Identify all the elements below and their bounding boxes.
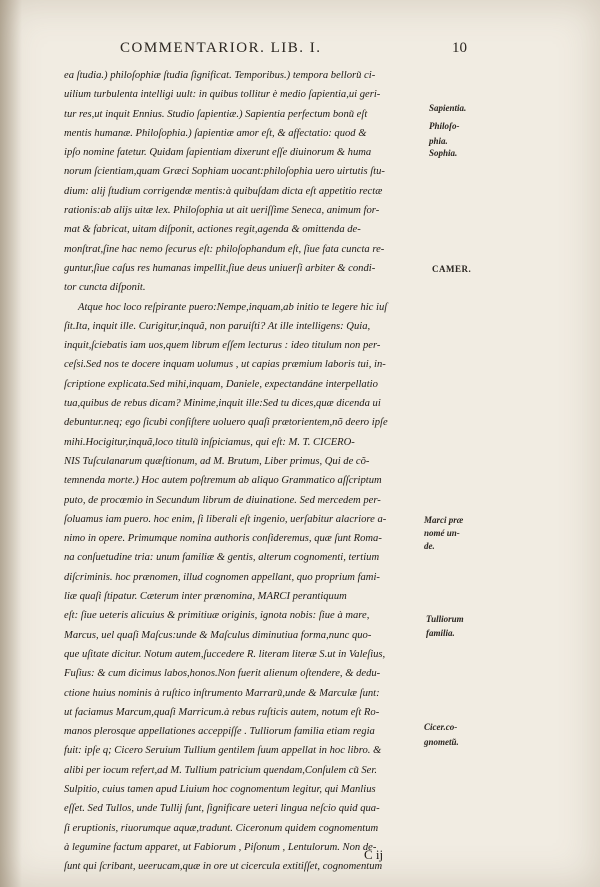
marginal-note-sapientia: Sapientia. bbox=[429, 103, 467, 113]
text-line: ut faciamus Marcum,quaſi Marricum.à rebus ruſticis autem, notum eſt Ro- bbox=[64, 706, 380, 718]
text-line: Marcus, uel quaſi Maſcus:unde & Maſculus diminutiua forma,nunc quo- bbox=[64, 629, 372, 641]
text-line: tor cuncta diſponit. bbox=[64, 282, 146, 294]
text-line: temnenda morte.) Hoc autem poſtremum ab aliquo Grammatico aſſcriptum bbox=[64, 475, 382, 487]
text-line: mihi.Hocigitur,inquã,loco titulu͂ inſpiciamus, qui eſt: M. T. CICERO- bbox=[64, 436, 355, 448]
marginal-note-marci-3: de. bbox=[424, 541, 435, 551]
marginal-note-camer: CAMER. bbox=[432, 264, 472, 274]
text-line: mat & fabricat, uitam diſponit, actiones regit,agenda & omittenda de- bbox=[64, 224, 361, 236]
text-line: mentis humanæ. Philoſophia.) ſapientiæ amor eſt, & affectatio: quod & bbox=[64, 127, 367, 139]
marginal-note-marci-1: Marci præ bbox=[424, 515, 464, 525]
page-gutter-shadow bbox=[0, 0, 22, 887]
marginal-note-cicer-2: gnometu͂. bbox=[424, 737, 459, 747]
text-line: diſcriminis. hoc prænomen, illud cognomen appellant, quo proprium fami- bbox=[64, 571, 380, 583]
text-line: ceſsi.Sed nos te docere inquam uolumus , ut capias præmium laboris tui, in- bbox=[64, 359, 386, 371]
marginal-note-tulliorum-1: Tulliorum bbox=[426, 614, 464, 624]
text-line: rationis:ab alijs uitæ lex. Philoſophia ut ait ueriſſime Seneca, animum for- bbox=[64, 205, 380, 217]
text-line: que uſitate dicitur. Notum autem,ſuccedere R. literam literæ S.ut in Valeſius, bbox=[64, 648, 386, 660]
text-line: ſoluamus iam puero. hoc enim, ſi liberali eſt ingenio, uerſabitur alacriore a- bbox=[64, 513, 387, 525]
text-line: Fuſius: & cum dicimus labos,honos.Non fuerit alienum oſtendere, & dedu- bbox=[64, 668, 381, 680]
marginal-note-tulliorum-2: familia. bbox=[426, 628, 455, 638]
text-line: tur res,ut inquit Ennius. Studio ſapientiæ.) Sapientia perfectum bonu͂ eſt bbox=[64, 108, 368, 120]
text-line: norum ſcientiam,quam Græci Sophiam uocant:philoſophia uero uirtutis ſtu- bbox=[64, 166, 385, 178]
text-line: à legumine factum apparet, ut Fabiorum , Piſonum , Lentulorum. Non de- bbox=[64, 841, 377, 853]
text-line: monſtrat,ſine hac nemo ſecurus eſt: philoſophandum eſt, ſiue fata cuncta re- bbox=[64, 243, 385, 255]
text-line: tua,quibus de rebus dicam? Minime,inquit ille:Sed tu dices,quæ dicenda ui bbox=[64, 398, 381, 410]
text-line: puto, de procœmio in Secundum librum de diuinatione. Sed mercedem per- bbox=[64, 494, 381, 506]
text-line: ſcriptione explicata.Sed mihi,inquam, Daniele, expectandáne interpellatio bbox=[64, 378, 378, 390]
running-title: COMMENTARIOR. LIB. I. bbox=[120, 40, 322, 56]
text-line: ſunt qui ſcribant, ueerucam,quæ in ore ut cicercula extitiſſet, cognomentum bbox=[64, 861, 383, 873]
text-line: guntur,ſiue caſus res humanas impellit,ſiue deus uniuerſi arbiter & condi- bbox=[64, 262, 376, 274]
text-line: nimo in opere. Primumque nomina authoris conſideremus, quæ ſunt Roma- bbox=[64, 533, 382, 545]
text-line: ea ſtudia.) philoſophiæ ſtudia ſignificat. Temporibus.) tempora belloru͂ ci- bbox=[64, 70, 376, 81]
text-line: ipſo nomine fatetur. Quidam ſapientiam dixerunt eſſe diuinorum & huma bbox=[64, 147, 372, 159]
text-line: inquit,ſciebatis iam uos,quem librum eſſem lecturus : ideo titulum non per- bbox=[64, 340, 381, 352]
marginal-note-marci-2: nomé un- bbox=[424, 528, 460, 538]
signature-mark: C ij bbox=[364, 847, 384, 862]
text-line: ctione huius nominis à ruſtico inſtrumento Marraru͂,unde & Marculæ ſunt: bbox=[64, 687, 380, 699]
marginal-note-philosophia-1: Philoſo- bbox=[429, 121, 460, 131]
text-line: eſſet. Sed Tullos, unde Tullij ſunt, ſignificare ueteri lingua neſcio quid qua- bbox=[64, 803, 380, 815]
text-line: NIS Tuſculanarum quæſtionum, ad M. Brutum, Liber primus, Qui de co͂- bbox=[64, 455, 370, 467]
text-line: debuntur.neq; ego ſicubi conſiſtere uoluero quaſi prætorientem,nõ deero ipſe bbox=[64, 417, 388, 429]
paragraph-start-line: Atque hoc loco reſpirante puero:Nempe,inquam,ab initio te legere hic iuſ bbox=[78, 301, 388, 313]
text-line: alibi per iocum refert,ad M. Tullium patricium quendam,Conſulem cu͂ Ser. bbox=[64, 764, 377, 776]
text-line: Sulpitio, cuius tamen apud Liuium hoc cognomentum legitur, qui Manlius bbox=[64, 783, 376, 795]
text-line: manos plerosque appellationes acceppiſſe . Tulliorum familia etiam regia bbox=[64, 726, 375, 738]
text-line: ſi eruptionis, riuorumque aquæ,tradunt. Ciceronum quidem cognomentum bbox=[64, 822, 379, 834]
marginal-note-cicer-1: Cicer.co- bbox=[424, 722, 458, 732]
text-line: uilium turbulenta intelligi uult: in quibus tollitur è medio ſapientia,ui geri- bbox=[64, 89, 381, 101]
text-line: liæ quaſi ſtipatur. Cæterum inter prænomina, MARCI perantiquum bbox=[64, 591, 347, 603]
text-line: eſt: ſiue ueteris alicuius & primitiuæ originis, ignota nobis: ſiue à mare, bbox=[64, 610, 370, 622]
marginal-note-sophia: Sophia. bbox=[429, 148, 458, 158]
text-line: ſit.Ita, inquit ille. Curigitur,inquã, non paruiſti? At ille intelligens: Quia, bbox=[64, 320, 371, 332]
marginal-note-philosophia-2: phia. bbox=[429, 136, 448, 146]
text-line: fuit: ipſe q; Cicero Seruium Tullium gentilem ſuum appellat in hoc libro. & bbox=[64, 745, 382, 757]
folio-number: 10 bbox=[452, 40, 467, 56]
body-text bbox=[64, 66, 426, 876]
text-line: na conſuetudine tria: unum familiæ & gentis, alterum cognomenti, tertium bbox=[64, 552, 380, 564]
text-line: dium: alij ſtudium corrigendæ mentis:à quibuſdam dicta eſt appetitio rectæ bbox=[64, 185, 383, 197]
